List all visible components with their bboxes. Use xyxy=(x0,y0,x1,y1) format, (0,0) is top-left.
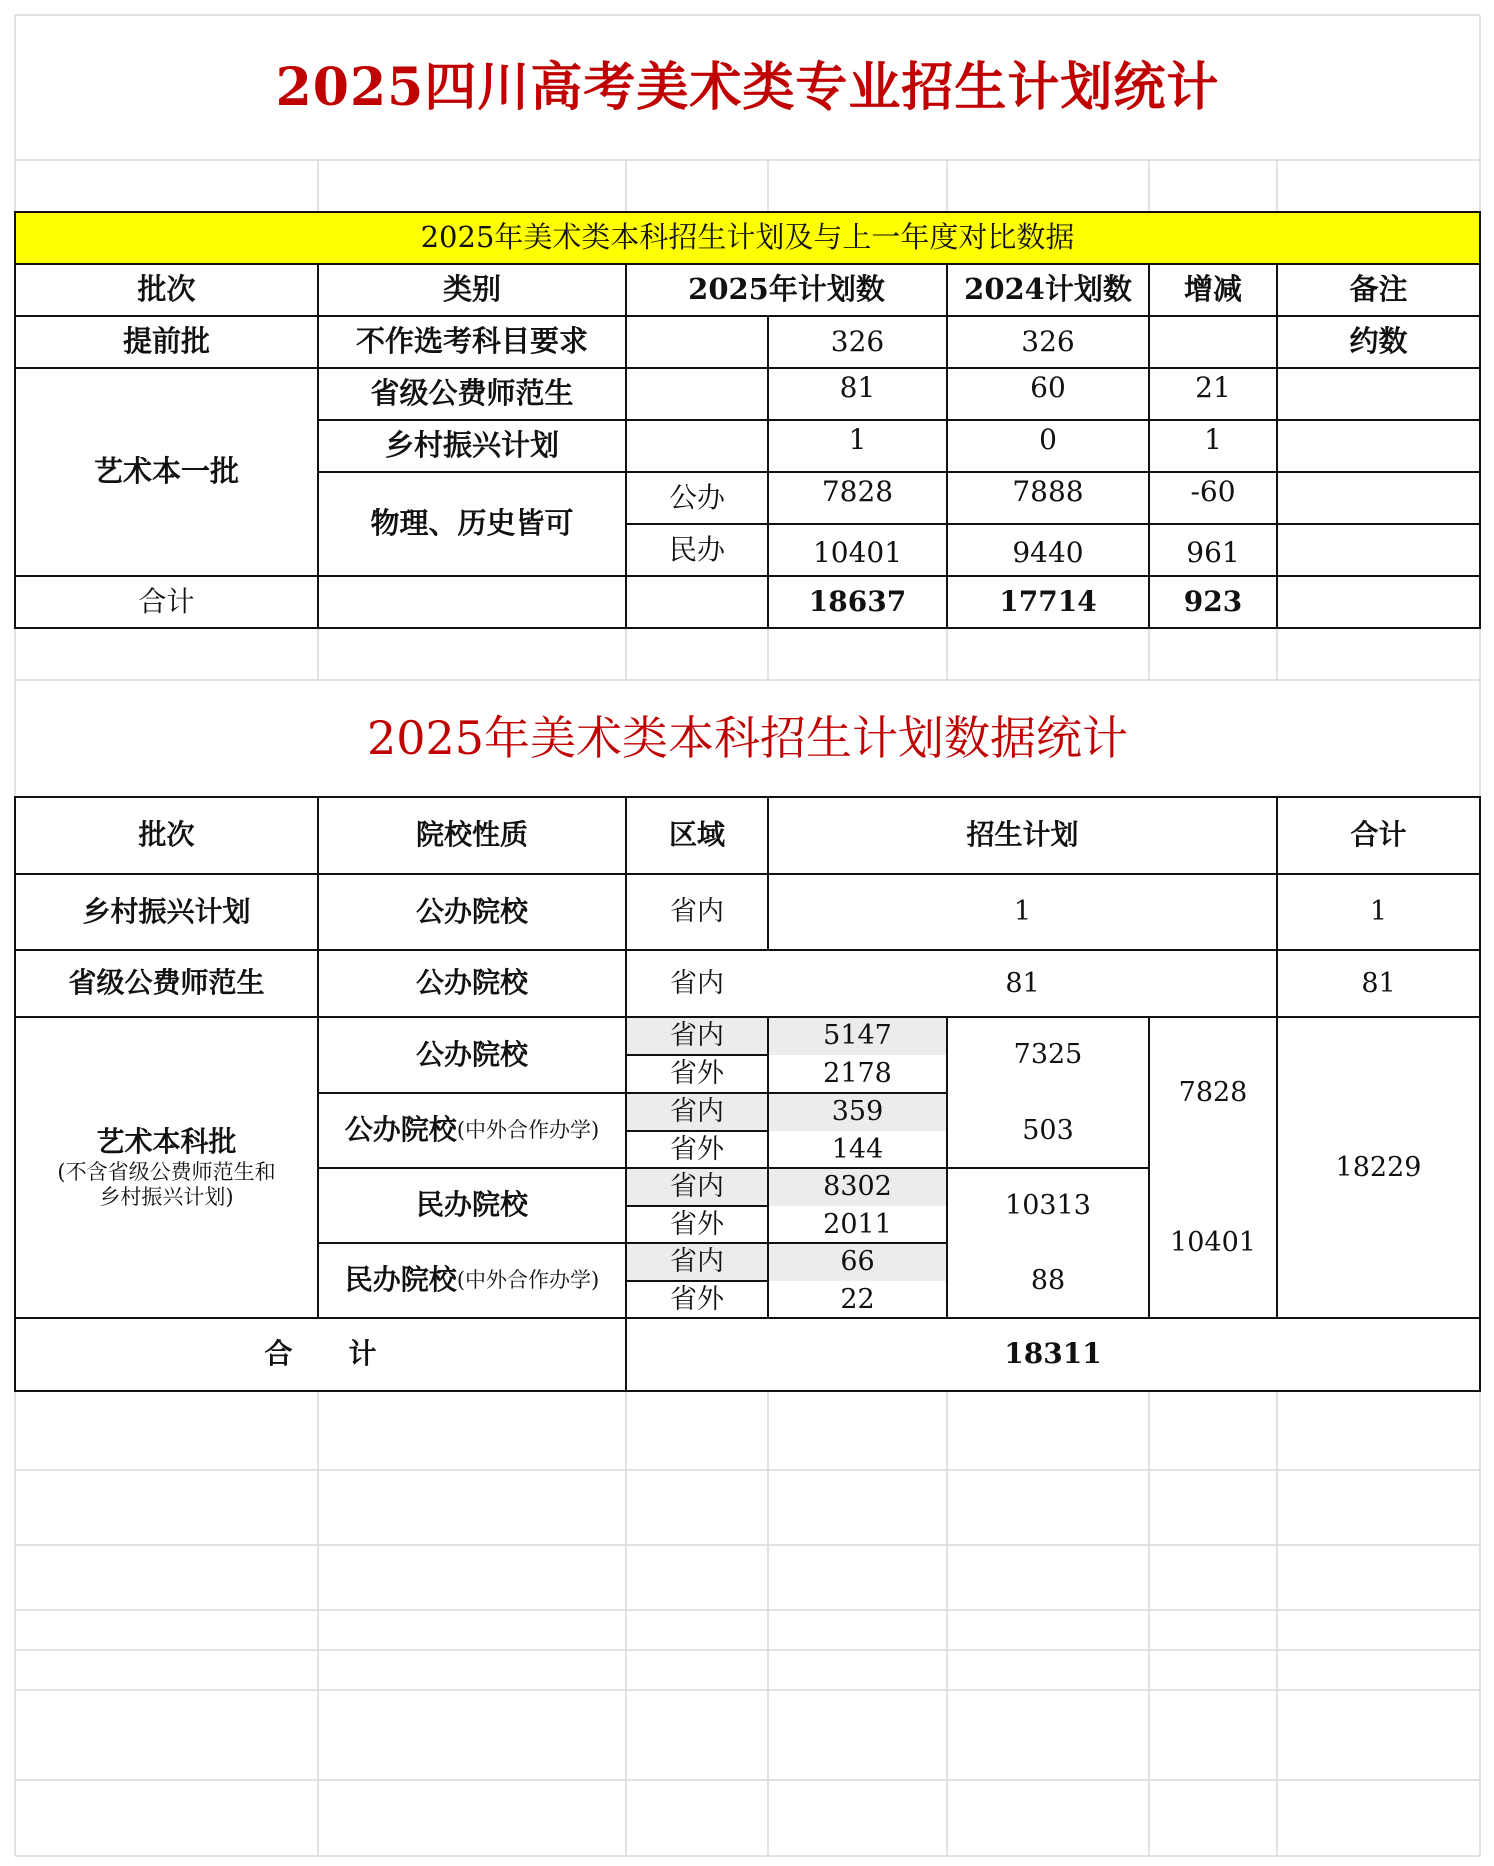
t2-private-out-label: 省外 xyxy=(670,1208,724,1240)
t2-private-coop-out-label: 省外 xyxy=(670,1283,724,1315)
t2-rural-plan: 1 xyxy=(1013,896,1032,928)
t2-public-coop-label: 公办院校 xyxy=(344,1113,457,1147)
t2-private-in-value: 8302 xyxy=(823,1171,892,1203)
t2-header-region: 区域 xyxy=(668,818,725,852)
t1-total-label: 合计 xyxy=(138,584,195,618)
t2-art-batch-label: 艺术本科批 xyxy=(96,1125,237,1159)
t2-public-coop-note: (中外合作办学) xyxy=(456,1118,600,1143)
t2-public-coop-out-value: 144 xyxy=(831,1133,884,1165)
t1-public-diff: -60 xyxy=(1190,474,1236,508)
t1-private-plan2024: 9440 xyxy=(1012,535,1084,569)
t2-public-out-label: 省外 xyxy=(670,1058,724,1090)
t2-private-in-label: 省内 xyxy=(670,1171,724,1203)
t1-teacher-plan2024: 60 xyxy=(1030,370,1066,404)
t1-teacher-diff: 21 xyxy=(1195,370,1231,404)
t2-total-label: 合 计 xyxy=(264,1337,377,1371)
t2-private-coop-nature xyxy=(318,1243,626,1318)
t2-teacher-plan: 81 xyxy=(1005,967,1040,999)
t1-advance-plan2024: 326 xyxy=(1021,324,1075,358)
t1-physhist-category: 物理、历史皆可 xyxy=(370,506,574,541)
t2-teacher-nature: 公办院校 xyxy=(415,966,528,1000)
t2-teacher-region: 省内 xyxy=(670,967,724,999)
t1-header-batch: 批次 xyxy=(137,272,196,307)
t1-header-diff: 增减 xyxy=(1183,272,1242,307)
t1-batch1-label: 艺术本一批 xyxy=(93,454,239,489)
page-title: 2025四川高考美术类专业招生计划统计 xyxy=(275,56,1220,118)
t2-rural-total: 1 xyxy=(1369,896,1388,928)
t1-private-type: 民办 xyxy=(668,532,725,566)
t2-public-coop-in-label: 省内 xyxy=(670,1096,724,1128)
t2-total-value: 18311 xyxy=(1004,1337,1102,1371)
t1-total-plan2024: 17714 xyxy=(999,584,1097,618)
t2-private-coop-in-label: 省内 xyxy=(670,1246,724,1278)
t1-private-plan2025: 10401 xyxy=(812,535,903,569)
t1-advance-diff xyxy=(1149,316,1277,368)
t1-advance-plan2025: 326 xyxy=(830,324,885,358)
t1-private-diff: 961 xyxy=(1186,535,1240,569)
t2-public-in-value: 5147 xyxy=(823,1020,892,1052)
t2-public-out-value: 2178 xyxy=(823,1058,892,1090)
t2-private-coop-note: (中外合作办学) xyxy=(456,1268,600,1293)
t1-rural-diff: 1 xyxy=(1204,422,1222,456)
t1-advance-note: 约数 xyxy=(1349,324,1408,359)
t2-public-in-label: 省内 xyxy=(670,1020,724,1052)
t1-teacher-category: 省级公费师范生 xyxy=(370,376,574,411)
t1-public-plan2024: 7888 xyxy=(1012,474,1084,508)
t2-private-coop-label: 民办院校 xyxy=(344,1263,457,1297)
t2-public-coop-sum: 503 xyxy=(1022,1114,1074,1146)
t1-header-plan2024: 2024计划数 xyxy=(964,272,1132,307)
t2-art-batch-note1: (不含省级公费师范生和 xyxy=(57,1160,276,1185)
t2-private-sum: 10313 xyxy=(1005,1189,1091,1221)
t1-public-type: 公办 xyxy=(668,480,725,514)
table2-title: 2025年美术类本科招生计划数据统计 xyxy=(366,711,1129,766)
t2-private-total: 10401 xyxy=(1170,1227,1256,1259)
t2-teacher-total: 81 xyxy=(1361,967,1396,999)
t1-advance-category: 不作选考科目要求 xyxy=(355,324,588,359)
t1-total-plan2025: 18637 xyxy=(808,584,907,618)
t2-rural-region: 省内 xyxy=(670,896,724,928)
t2-art-batch-note2: 乡村振兴计划) xyxy=(99,1184,234,1209)
t2-private-coop-sum: 88 xyxy=(1030,1264,1066,1296)
t2-public-coop-in-value: 359 xyxy=(831,1096,884,1128)
t2-teacher-batch: 省级公费师范生 xyxy=(68,966,265,1000)
t2-public-nature: 公办院校 xyxy=(415,1037,528,1071)
t2-private-coop-out-value: 22 xyxy=(840,1283,875,1315)
t2-header-nature: 院校性质 xyxy=(415,818,528,852)
t1-rural-plan2024: 0 xyxy=(1039,422,1057,456)
t2-public-coop-nature xyxy=(318,1093,626,1168)
table1-caption: 2025年美术类本科招生计划及与上一年度对比数据 xyxy=(420,220,1075,255)
t2-art-grand-total: 18229 xyxy=(1335,1151,1422,1183)
t2-header-plan: 招生计划 xyxy=(966,818,1079,852)
t2-public-total: 7828 xyxy=(1178,1076,1248,1108)
t1-public-plan2025: 7828 xyxy=(821,474,894,508)
t1-rural-category: 乡村振兴计划 xyxy=(384,428,559,463)
t2-private-nature: 民办院校 xyxy=(415,1188,528,1222)
t2-public-sum: 7325 xyxy=(1013,1039,1083,1071)
t2-header-total: 合计 xyxy=(1350,818,1407,852)
t2-private-coop-in-value: 66 xyxy=(840,1246,875,1278)
t1-header-note: 备注 xyxy=(1349,272,1408,307)
t2-rural-nature: 公办院校 xyxy=(415,894,528,928)
t1-teacher-plan2025: 81 xyxy=(839,370,876,404)
t2-rural-batch: 乡村振兴计划 xyxy=(82,894,251,928)
t1-header-category: 类别 xyxy=(442,272,501,307)
t2-art-batch xyxy=(15,1017,318,1318)
t2-private-out-value: 2011 xyxy=(823,1208,892,1240)
t1-rural-plan2025: 1 xyxy=(848,422,867,456)
t1-advance-batch: 提前批 xyxy=(122,324,210,359)
t1-header-plan2025: 2025年计划数 xyxy=(688,272,885,307)
t2-public-coop-out-label: 省外 xyxy=(670,1133,724,1165)
t2-header-batch: 批次 xyxy=(138,818,195,852)
t1-total-diff: 923 xyxy=(1183,584,1243,618)
